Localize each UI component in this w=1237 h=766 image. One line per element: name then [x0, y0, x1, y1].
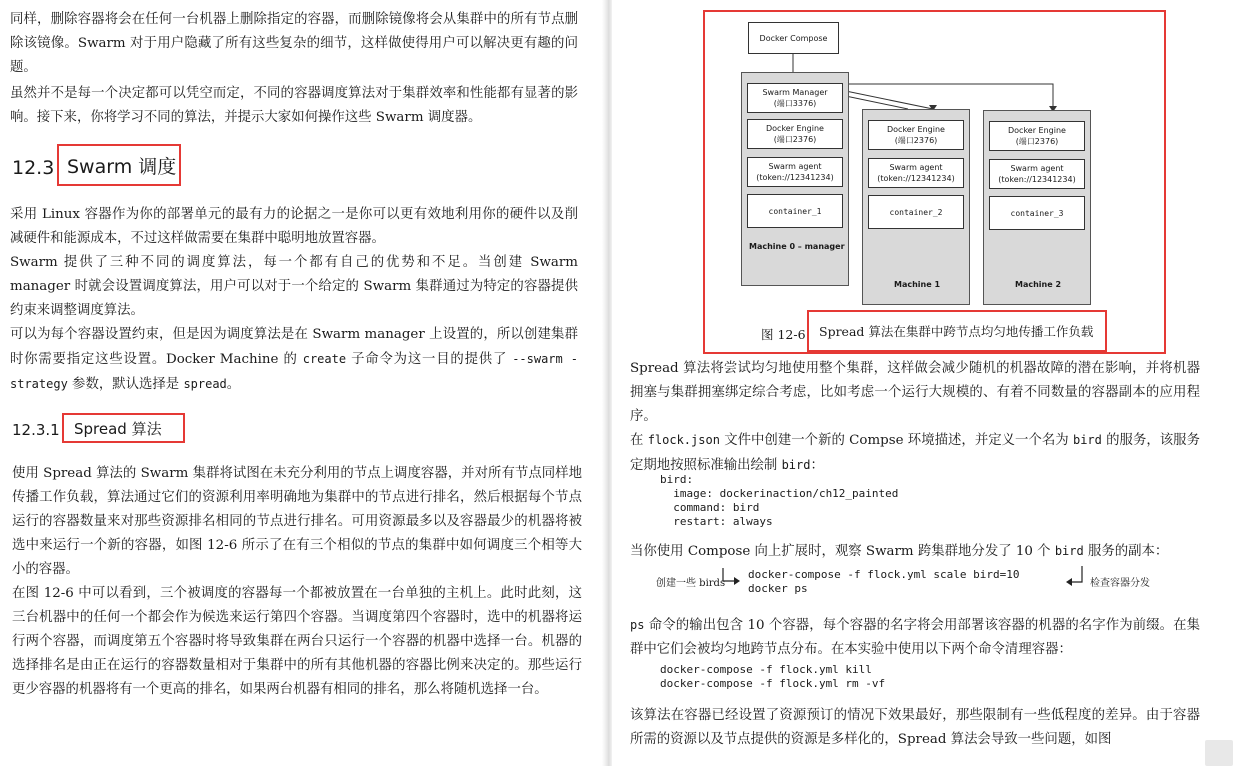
paragraph-flock-json: 在 flock.json 文件中创建一个新的 Compse 环境描述，并定义一个名为 bird 的服务，该服务定期地按照标准输出绘制 bird：	[630, 433, 1200, 473]
paragraph-figure-explanation: 在图 12-6 中可以看到，三个被调度的容器每一个都被放置在一台单独的主机上。此时此刻，这三台机器中的任何一个都会作为候选来运行第四个容器。当调度第四个容器时，选中的机器将运行两个容器，而调度第五个容器时将导致集群在两台只运行一个容器的机器中选择一台。机器的选择排名是由正在运行的容器数量相对于集群中的所有其他机器的容器比例来决定的。那些运行更少容器的机器将有一个更高的排名，如果两台机器有相同的排名，那么将随机选择一台。	[12, 586, 582, 697]
machine-2	[983, 110, 1091, 305]
section-number: 12.3	[12, 157, 55, 179]
swarm-agent-node: Swarm agent (token://12341234)	[989, 159, 1085, 189]
docker-engine-node: Docker Engine (端口2376)	[868, 120, 964, 150]
docker-engine-node: Docker Engine (端口2376)	[989, 121, 1085, 151]
container-node: container_3	[989, 196, 1085, 230]
annotation-check-distribution: 检查容器分发	[1090, 578, 1150, 589]
machine-1	[862, 109, 970, 305]
paragraph-ps-output: ps 命令的输出包含 10 个容器，每个容器的名字将会用部署该容器的机器的名字作为前缀。在集群中它们会被均匀地跨节点分布。在本实验中使用以下两个命令清理容器：	[630, 618, 1200, 657]
page-corner-icon	[1205, 740, 1233, 766]
code-cleanup: docker-compose -f flock.yml kill docker-compose -f flock.yml rm -vf	[660, 663, 886, 690]
section-heading-12-3	[12, 155, 177, 179]
swarm-agent-node: Swarm agent (token://12341234)	[747, 157, 843, 187]
paragraph-three-algorithms: Swarm 提供了三种不同的调度算法，每一个都有自己的优势和不足。当创建 Swarm manager 时就会设置调度算法，用户可以对于一个给定的 Swarm 集群通过为特定的容器提供约束来调整调度算法。	[10, 255, 578, 318]
container-node: container_2	[868, 195, 964, 229]
paragraph-spread-usage: Spread 算法将尝试均匀地使用整个集群，这样做会减少随机的机器故障的潜在影响，并将机器拥塞与集群拥塞绑定综合考虑，比如考虑一个运行大规模的、有着不同数量的容器副本的应用程序。	[630, 361, 1200, 424]
code-docker-compose-scale: docker-compose -f flock.yml scale bird=10 docker ps	[748, 568, 1020, 595]
subsection-title-highlighted: Spread 算法	[62, 413, 185, 443]
container-node: container_1	[747, 194, 843, 228]
section-title-highlighted: Swarm 调度	[57, 144, 181, 186]
left-page	[0, 0, 604, 766]
paragraph-spread-description: 使用 Spread 算法的 Swarm 集群将试图在未充分利用的节点上调度容器，并对所有节点同样地传播工作负载，算法通过它们的资源利用率明确地为集群中的节点进行排名，然后根据每个节点运行的容器数量来对那些资源排名相同的节点进行排名。可用资源最多以及容器最少的机器将被选中来运行一个新的容器，如图 12-6 所示了在有三个相似的节点的集群中如何调度三个相等大小的容器。	[12, 466, 582, 577]
docker-engine-node: Docker Engine (端口2376)	[747, 119, 843, 149]
paragraph-scheduling-impact: 虽然并不是每一个决定都可以凭空而定，不同的容器调度算法对于集群效率和性能都有显著的影响。接下来，你将学习不同的算法，并提示大家如何操作这些 Swarm 调度器。	[10, 86, 578, 125]
paragraph-resource-reservation: 该算法在容器已经设置了资源预订的情况下效果最好，那些限制有一些低程度的差异。由于容器所需的资源以及节点提供的资源是多样化的，Spread 算法会导致一些问题，如图	[630, 708, 1200, 747]
machine-label: Machine 1	[894, 280, 941, 289]
caption-text-highlighted: Spread 算法在集群中跨节点均匀地传播工作负载	[807, 310, 1107, 352]
annotation-create-birds: 创建一些 birds	[656, 578, 726, 589]
machine-0	[741, 72, 849, 286]
paragraph-linux-containers: 采用 Linux 容器作为你的部署单元的最有力的论据之一是你可以更有效地利用你的硬件以及削减硬件和能源成本，不过这样做需要在集群中聪明地放置容器。	[10, 207, 578, 246]
arrow-right-icon	[720, 568, 742, 590]
subsection-number: 12.3.1	[12, 421, 60, 439]
right-page	[612, 0, 1237, 766]
machine-label: Machine 2	[1015, 280, 1062, 289]
swarm-diagram	[703, 12, 1161, 317]
swarm-manager-node: Swarm Manager (端口3376)	[747, 83, 843, 113]
paragraph-compose-scale: 当你使用 Compose 向上扩展时，观察 Swarm 跨集群地分发了 10 个 bird 服务的副本：	[630, 544, 1169, 559]
paragraph-delete-containers: 同样，删除容器将会在任何一台机器上删除指定的容器，而删除镜像将会从集群中的所有节点删除该镜像。Swarm 对于用户隐藏了所有这些复杂的细节，这样做使得用户可以解决更有趣的问题。	[10, 12, 578, 75]
caption-number: 图 12-6	[761, 327, 806, 342]
swarm-agent-node: Swarm agent (token://12341234)	[868, 158, 964, 188]
docker-compose-node: Docker Compose	[748, 22, 839, 54]
paragraph-constraints: 可以为每个容器设置约束，但是因为调度算法是在 Swarm manager 上设置的，所以创建集群时你需要指定这些设置。Docker Machine 的 create 子命令为这一目的提供了 --swarm -strategy 参数，默认选择是 spread。	[10, 327, 579, 392]
figure-caption	[761, 324, 1094, 343]
subsection-heading-12-3-1	[12, 419, 162, 439]
code-bird-service: bird: image: dockerinaction/ch12_painted command: bird restart: always	[660, 473, 899, 528]
arrow-left-icon	[1064, 566, 1086, 590]
machine-label: Machine 0 – manager	[749, 242, 845, 251]
